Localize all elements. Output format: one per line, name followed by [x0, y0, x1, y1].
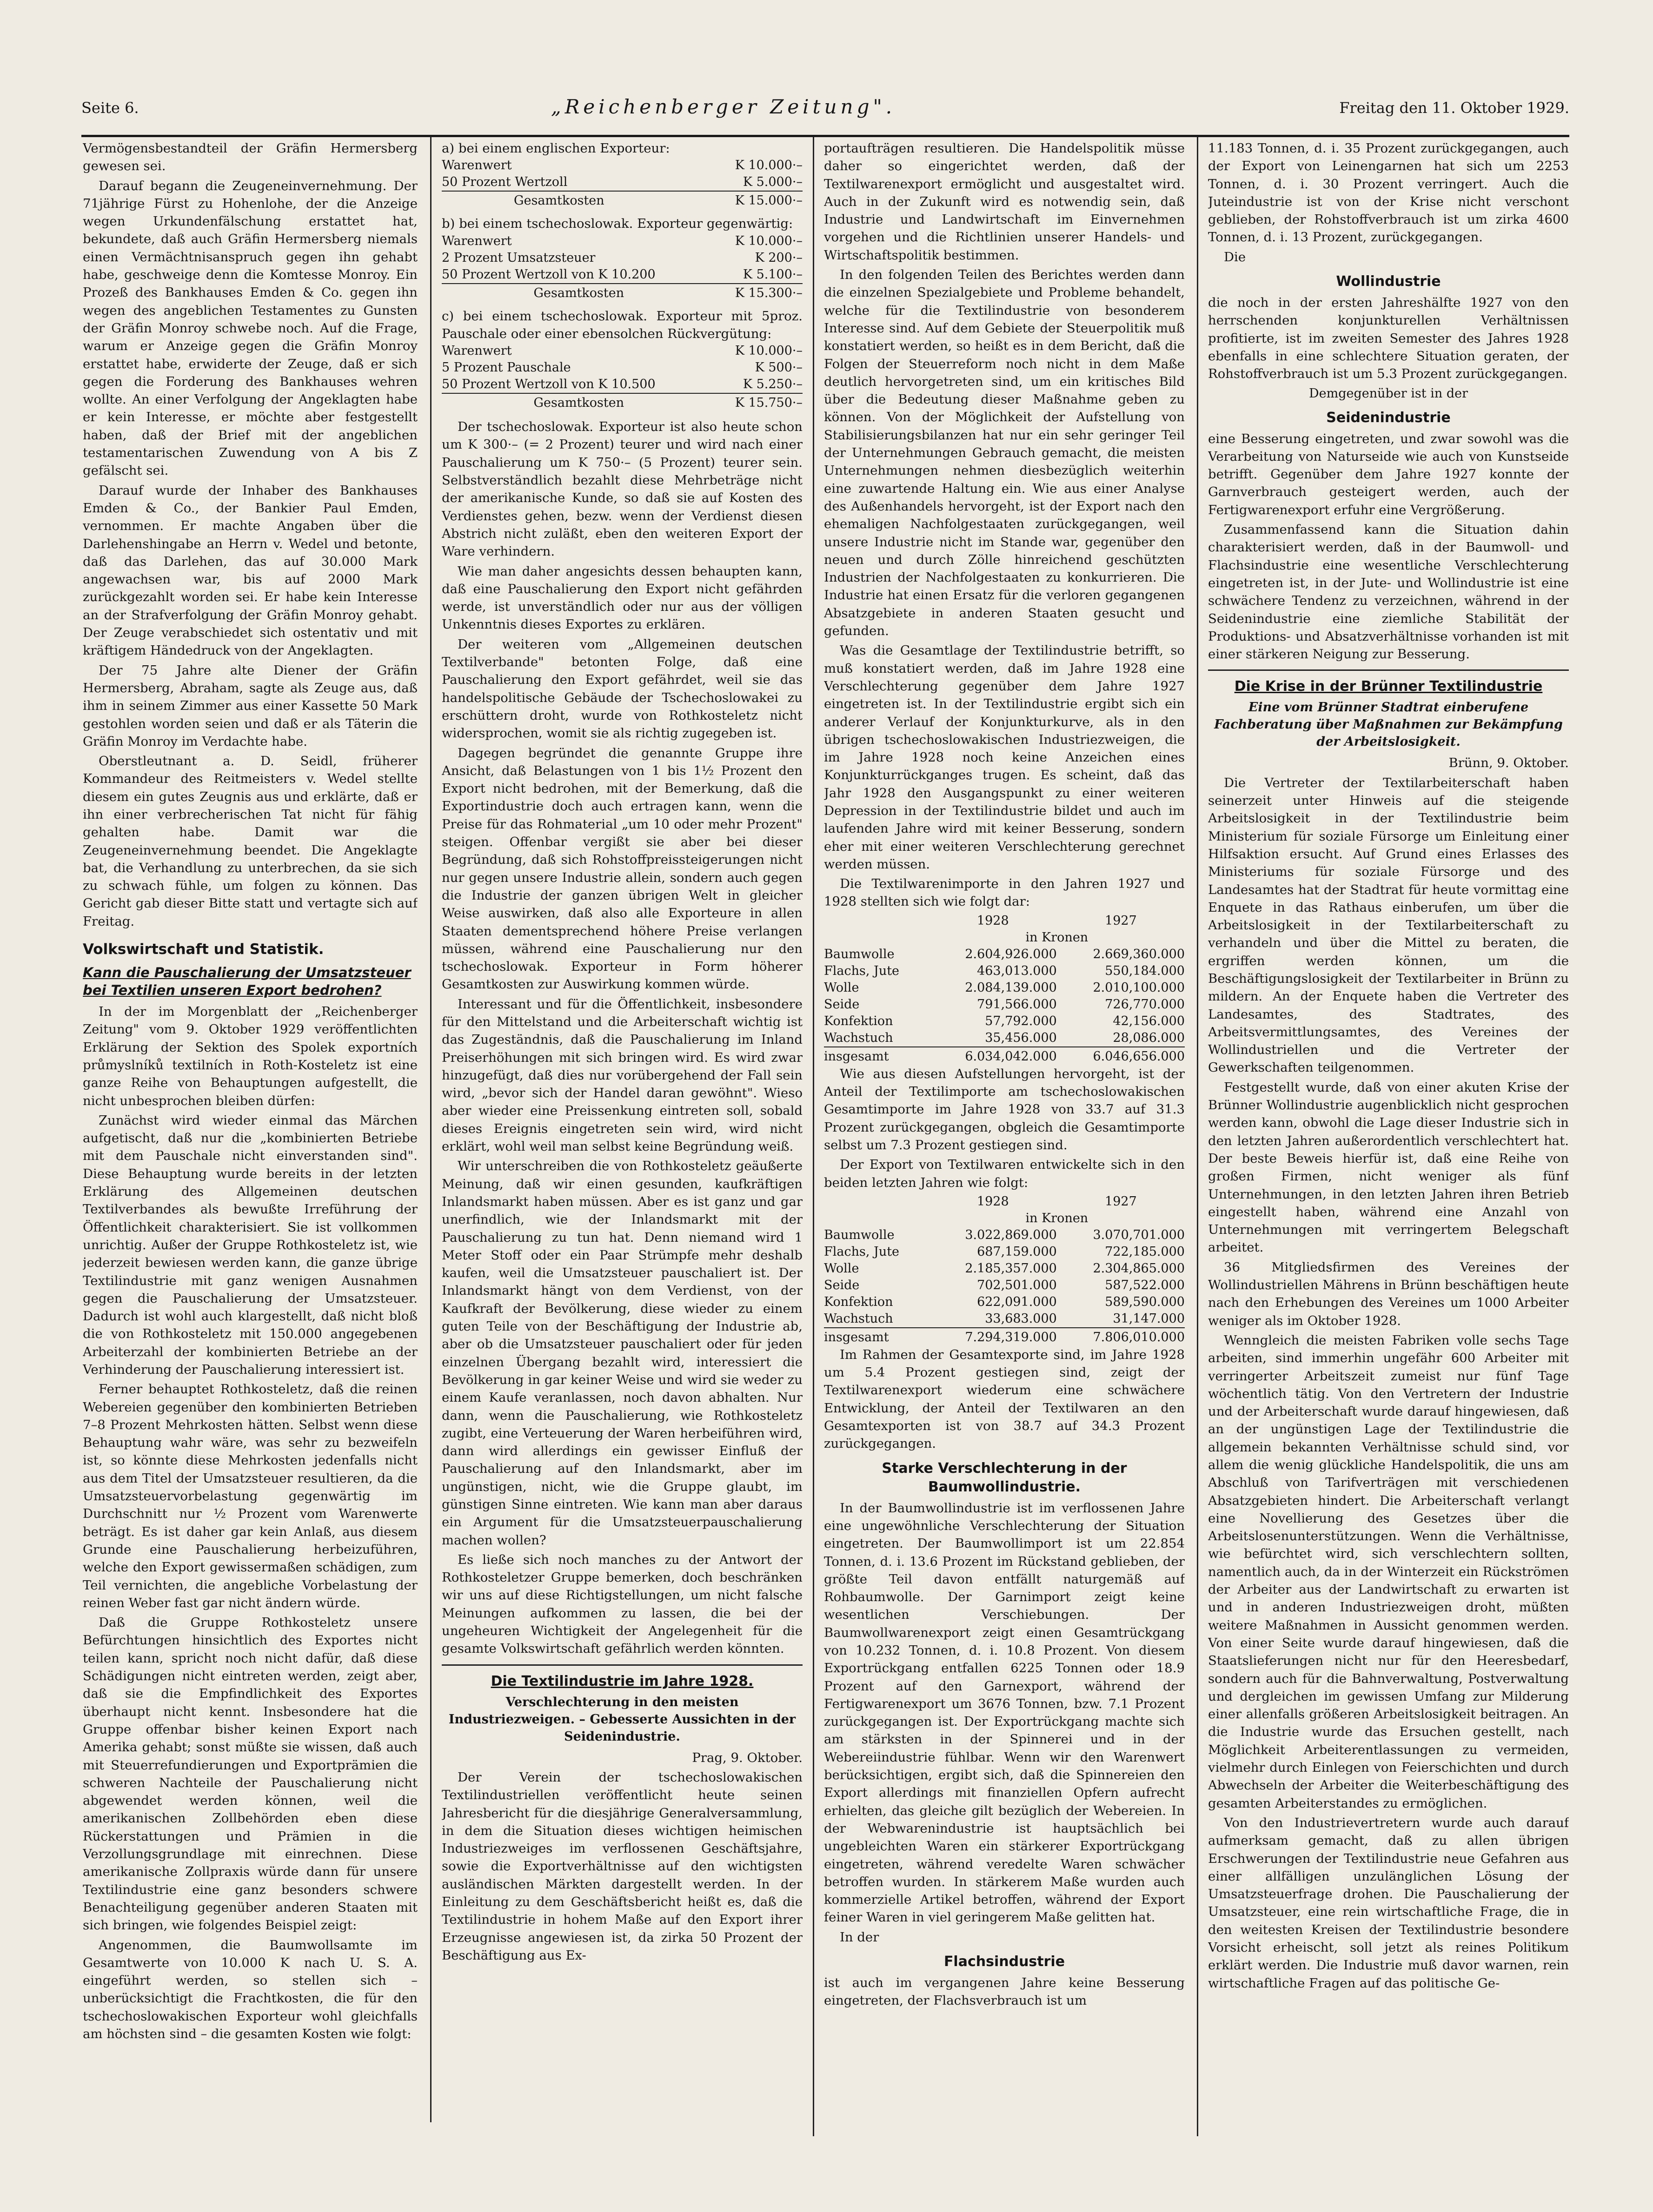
cost-value: K 10.000·– — [735, 158, 803, 173]
table-row — [824, 1030, 1185, 1047]
column-3 — [824, 139, 1185, 2134]
column-rule — [813, 137, 814, 2136]
cost-label: 5 Prozent Pauschale — [442, 360, 571, 375]
cell-1928: 35,456.000 — [985, 1030, 1057, 1045]
cost-value: K 5.250·– — [743, 377, 803, 392]
header-rule — [81, 135, 1569, 137]
table-row — [824, 1013, 1185, 1030]
table-row — [824, 1277, 1185, 1294]
cost-table — [442, 233, 803, 302]
article-paragraph: Darauf begann die Zeugeneinvernehmung. Der 71jährige Fürst zu Hohenlohe, der die Anzeige wegen Urkundenfälschung erstattet hat, bekundete, daß auch Gräfin Hermersberg niemals einen Vermächtnisanspruch gegen ihn gehabt habe, geschweige denn die Komtesse Monroy. Ein Prozeß des Bankhauses Emden & Co. gegen ihn wegen des angeblichen Testamentes zu Gunsten der Gräfin Monroy schwebe noch. Auf die Frage, warum er Anzeige gegen die Gräfin Monroy erstattet habe, erwiderte der Zeuge, daß er sich gegen die Forderung des Bankhauses wehren wollte. An einer Verfolgung der Angeklagten habe er kein Interesse, er möchte aber festgestellt haben, daß der Brief mit der angeblichen testamentarischen Zuwendung von A bis Z gefälscht sei. — [83, 178, 418, 478]
cost-value: K 5.100·– — [743, 267, 803, 282]
article-headline: Kann die Pauschalierung der Umsatzsteuer bei Textilien unseren Export bedrohen? — [83, 965, 411, 999]
cost-value: K 10.000·– — [735, 233, 803, 248]
dateline: Prag, 9. Oktober. — [692, 1750, 803, 1765]
article-paragraph: ist auch im vergangenen Jahre keine Besserung eingetreten, der Flachsverbrauch ist um — [824, 1975, 1185, 2008]
article-paragraph: Die Textilwarenimporte in den Jahren 1927 und 1928 stellten sich wie folgt dar: — [824, 876, 1185, 909]
column-rule — [430, 137, 432, 2122]
article-paragraph: Dagegen begründet die genannte Gruppe ihre Ansicht, daß Belastungen von 1 bis 1½ Prozent den Export nicht bedrohen, mit der Bemerkung, daß die Exportindustrie doch auch ertragen kann, wenn die Preise für das Rohmaterial „um 10 oder mehr Prozent" steigen. Offenbar vergißt sie aber bei dieser Begründung, daß sich Rohstoffpreissteigerungen nicht nur gegen unsere Industrie allein, sondern auch gegen die Industrie der ganzen übrigen Welt in gleicher Weise auswirken, daß also alle Exporteure in allen Staaten dementsprechend höhere Preise verlangen müssen, während eine Pauschalierung nur den tschechoslowak. Exporteur in Form höherer Gesamtkosten zur Auswirkung kommen würde. — [442, 745, 803, 992]
row-label: Konfektion — [824, 1294, 893, 1309]
row-label: Flachs, Jute — [824, 1244, 900, 1259]
cell-1928: 57,792.000 — [985, 1013, 1057, 1028]
cost-total-label: Gesamtkosten — [442, 284, 716, 302]
example-title: b) bei einem tschechoslowak. Exporteur gegenwärtig: — [442, 216, 793, 232]
subsection-title: Seidenindustrie — [1326, 409, 1451, 426]
cost-label: 50 Prozent Wertzoll von K 10.500 — [442, 377, 656, 392]
cost-total-value: K 15.750·– — [716, 393, 803, 411]
table-row — [824, 946, 1185, 963]
cost-table — [442, 157, 803, 209]
cell-1928: 2.084,139.000 — [965, 980, 1057, 995]
article-paragraph: 36 Mitgliedsfirmen des Vereines der Wollindustriellen Mährens in Brünn beschäftigen heute nach den Erhebungen des Vereines um 1000 Arbeiter weniger als im Oktober 1928. — [1208, 1259, 1569, 1328]
row-label: Baumwolle — [824, 947, 895, 961]
page-number: Seite 6. — [81, 99, 139, 117]
article-paragraph: Interessant und für die Öffentlichkeit, insbesondere für den Mittelstand und die Arbeiterschaft wichtig ist das Zugeständnis, daß die Pauschalierung im Inland Preiserhöhungen mit sich bringen wird. Es wird zwar hinzugefügt, daß dies nur vorübergehend der Fall sein wird, „bevor sich der Handel daran gewöhnt". Wieso aber wieder eine Preissenkung eintreten soll, sobald dieses Ereignis eingetreten sein wird, wird nicht erklärt, wohl weil man selbst keine Begründung weiß. — [442, 996, 803, 1154]
table-row — [824, 996, 1185, 1013]
cell-1927: 2.010,100.000 — [1093, 980, 1185, 995]
row-label: Wachstuch — [824, 1311, 893, 1326]
cost-label: 50 Prozent Wertzoll — [442, 175, 568, 190]
article-paragraph: Im Rahmen der Gesamtexporte sind, im Jahre 1928 um 5.4 Prozent gestiegen sind, zeigt der Textilwarenexport wiederum eine schwächere Entwicklung, der Anteil der Textilwaren an den Gesamtexporten ist von 38.7 auf 34.3 Prozent zurückgegangen. — [824, 1347, 1185, 1451]
cell-1927: 31,147.000 — [1113, 1311, 1185, 1326]
cost-total-value: K 15.300·– — [716, 284, 803, 302]
transition-line: Demgegenüber ist in der — [1309, 386, 1468, 401]
cell-1927: 722,185.000 — [1105, 1244, 1185, 1259]
article-paragraph: In der Baumwollindustrie ist im verflossenen Jahre eine ungewöhnliche Verschlechterung der Situation eingetreten. Der Baumwollimport ist um 22.854 Tonnen, d. i. 13.6 Prozent im Rückstand geblieben, der größte Teil davon entfällt naturgemäß auf Rohbaumwolle. Der Garnimport zeigt keine wesentlichen Verschiebungen. Der Baumwollwarenexport zeigt einen Gesamtrückgang von 10.232 Tonnen, d. i. 10.8 Prozent. Von diesem Exportrückgang entfallen 6225 Tonnen oder 18.9 Prozent auf den Garnexport, während der Fertigwarenexport um 3676 Tonnen, bzw. 7.1 Prozent zurückgegangen ist. Der Exportrückgang machte sich am stärksten in der Spinnerei und in der Webereiindustrie fühlbar. Wenn wir den Warenwert berücksichtigen, ergibt sich, daß die Spinnereien den Export allerdings mit finanziellen Opfern aufrecht erhielten, das gleiche gilt bezüglich der Webereien. In der Webwarenindustrie ist hauptsächlich bei ungebleichten Waren ein stärkerer Exportrückgang eingetreten, während veredelte Waren schwächer betroffen wurden. In stärkerem Maße wurden auch kommerzielle Artikel betroffen, während der Export feiner Waren in viel geringerem Maße gelitten hat. — [824, 1500, 1185, 1925]
cost-label: 2 Prozent Umsatzsteuer — [442, 250, 596, 265]
subsection-title: Starke Verschlechterung in der Baumwollindustrie. — [882, 1460, 1127, 1495]
exports-table — [824, 1193, 1185, 1346]
subsection-title: Flachsindustrie — [943, 1954, 1065, 1970]
article-paragraph: Der tschechoslowak. Exporteur ist also heute schon um K 300·– (= 2 Prozent) teurer und wird nach einer Pauschalierung um K 750·– (5 Prozent) teurer sein. Selbstverständlich bezahlt diese Mehrbeträge nicht der amerikanische Kunde, so daß sie auf Kosten des Verdienstes gehen, bezw. wenn der Verdienst diesen Abstrich nicht zuläßt, eben den weiteren Export der Ware verhindern. — [442, 419, 803, 559]
row-label: Seide — [824, 997, 860, 1012]
article-paragraph: Zunächst wird wieder einmal das Märchen aufgetischt, daß nur die „kombinierten Betriebe mit dem Pauschale nicht einverstanden sind". Diese Behauptung wurde bereits in der letzten Erklärung des Allgemeinen deutschen Textilverbandes als bewußte Irreführung der Öffentlichkeit charakterisiert. Sie ist vollkommen unrichtig. Außer der Gruppe Rothkosteletz ist, wie jederzeit bewiesen werden kann, die ganze übrige Textilindustrie mit ganz wenigen Ausnahmen gegen die Pauschalierung der Umsatzsteuer. Dadurch ist wohl auch klargestellt, daß nicht bloß die von Rothkosteletz mit 150.000 angegebenen Arbeiterzahl der kombinierten Betriebe an der Verhinderung der Pauschalierung interessiert ist. — [83, 1113, 418, 1377]
table-row — [824, 1311, 1185, 1328]
table-row — [824, 1227, 1185, 1244]
cell-1927: 589,590.000 — [1105, 1294, 1185, 1309]
row-label: Flachs, Jute — [824, 963, 900, 978]
cell-1927: 7.806,010.000 — [1057, 1328, 1185, 1346]
dateline: Brünn, 9. Oktober. — [1448, 755, 1569, 771]
issue-date: Freitag den 11. Oktober 1929. — [1339, 99, 1569, 117]
example-title: a) bei einem englischen Exporteur: — [442, 141, 670, 156]
year-header: 1927 — [1105, 1194, 1137, 1209]
cell-1927: 28,086.000 — [1113, 1030, 1185, 1045]
cell-1927: 2.669,360.000 — [1093, 947, 1185, 961]
unit-label: in Kronen — [1025, 930, 1089, 945]
row-label: Baumwolle — [824, 1227, 895, 1242]
table-total-row — [824, 1328, 1185, 1346]
article-headline: Die Textilindustrie im Jahre 1928. — [491, 1673, 754, 1689]
article-paragraph: Daß die Gruppe Rothkosteletz unsere Befürchtungen hinsichtlich des Exportes nicht teilen kann, spricht noch nicht dafür, daß diese Schädigungen nicht eintreten werden, zeigt aber, daß sie die Empfindlichkeit des Exportes überhaupt nicht kennt. Insbesondere hat die Gruppe offenbar bisher keinen Export nach Amerika gehabt; sonst müßte sie wissen, daß auch mit Steuerrefundierungen und Exportprämien die schweren Nachteile der Pauschalierung nicht abgewendet werden können, weil die amerikanischen Zollbehörden eben diese Rückerstattungen und Prämien in die Verzollungsgrundlage mit einrechnen. Diese amerikanische Zollpraxis würde dann für unsere Textilindustrie eine ganz besonders schwere Benachteiligung gegenüber anderen Staaten mit sich bringen, wie folgendes Beispiel zeigt: — [83, 1615, 418, 1933]
article-paragraph: Wie aus diesen Aufstellungen hervorgeht, ist der Anteil der Textilimporte am tschechoslowakischen Gesamtimporte im Jahre 1928 von 33.7 auf 31.3 Prozent zurückgegangen, obgleich die Gesamtimporte selbst um 7.3 Prozent gestiegen sind. — [824, 1066, 1185, 1152]
article-paragraph: Wie man daher angesichts dessen behaupten kann, daß eine Pauschalierung den Export nicht gefährden werde, ist unverständlich oder nur aus der völligen Unkenntnis dieses Exportes zu erklären. — [442, 563, 803, 632]
row-label: Wolle — [824, 1261, 859, 1276]
cell-1927: 42,156.000 — [1113, 1013, 1185, 1028]
row-label: insgesamt — [824, 1047, 929, 1065]
article-paragraph: portaufträgen resultieren. Die Handelspolitik müsse daher so eingerichtet werden, daß der Textilwarenexport ermöglicht und ausgestaltet wird. Auch in der Zukunft wird es notwendig sein, daß Industrie und Landwirtschaft im Einvernehmen vorgehen und die Richtlinien unserer Handels- und Wirtschaftspolitik bestimmen. — [824, 141, 1185, 263]
article-paragraph: 11.183 Tonnen, d. i. 35 Prozent zurückgegangen, auch der Export von Leinengarnen hat sich um 2253 Tonnen, d. i. 30 Prozent verringert. Auch die Juteindustrie ist von der Krise nicht verschont geblieben, der Rohstoffverbrauch ist um zirka 4600 Tonnen, d. i. 13 Prozent, zurückgegangen. — [1208, 141, 1569, 245]
section-title: Volkswirtschaft und Statistik. — [83, 941, 324, 958]
row-label: Seide — [824, 1278, 860, 1292]
article-paragraph: In der im Morgenblatt der „Reichenberger Zeitung" vom 9. Oktober 1929 veröffentlichten Erklärung der Sektion des Spolek exportních průmyslníků textilních in Roth-Kosteletz ist eine ganze Reihe von Behauptungen aufgestellt, die nicht unbesprochen bleiben dürfen: — [83, 1004, 418, 1108]
subsection-title: Wollindustrie — [1336, 273, 1441, 290]
cell-1927: 3.070,701.000 — [1093, 1227, 1185, 1242]
year-header: 1927 — [1105, 913, 1137, 928]
section-rule — [1208, 669, 1569, 671]
section-rule — [442, 1664, 803, 1666]
cell-1928: 687,159.000 — [977, 1244, 1057, 1259]
cost-value: K 200·– — [755, 250, 803, 265]
article-paragraph: Von den Industrievertretern wurde auch darauf aufmerksam gemacht, daß zu allen übrigen Erschwerungen der Textilindustrie neue Gefahren aus einer allfälligen unzulänglichen Lösung der Umsatzsteuerfrage drohen. Die Pauschalierung der Umsatzsteuer, eine rein wirtschaftliche Frage, die in den weitesten Kreisen der Textilindustrie besondere Vorsicht erheischt, soll jetzt als reines Politikum erklärt werden. Die Industrie muß davor warnen, rein wirtschaftliche Fragen auf das politische Ge- — [1208, 1815, 1569, 1991]
unit-label: in Kronen — [1025, 1211, 1089, 1225]
cost-label: Warenwert — [442, 344, 512, 358]
cell-1928: 33,683.000 — [985, 1311, 1057, 1326]
article-paragraph: In den folgenden Teilen des Berichtes werden dann die einzelnen Spezialgebiete und Probleme behandelt, welche für die Textilindustrie von besonderem Interesse sind. Auf dem Gebiete der Steuerpolitik muß konstatiert werden, so heißt es in dem Bericht, daß die Folgen der Steuerreform noch nicht in dem Maße deutlich hervorgetreten sind, um ein kritisches Bild über die Bedeutung dieser Maßnahme geben zu können. Von der Möglichkeit der Aufstellung von Stabilisierungsbilanzen hat nur ein sehr geringer Teil der Unternehmungen Gebrauch gemacht, die meisten Unternehmungen nehmen diesbezüglich weiterhin eine zuwartende Haltung ein. Wie aus einer Analyse des Außenhandels hervorgeht, ist der Export nach den ehemaligen Nachfolgestaaten zurückgegangen, weil unsere Industrie nicht im Stande war, gegenüber den neuen und durch Zölle hinreichend geschützten Industrien der Nachfolgestaaten zu konkurrieren. Die Industrie hat einen Ersatz für die verloren gegangenen Absatzgebiete in anderen Staaten gesucht und gefunden. — [824, 267, 1185, 639]
cell-1928: 622,091.000 — [977, 1294, 1057, 1309]
article-paragraph: Der Verein der tschechoslowakischen Textilindustriellen veröffentlicht heute seinen Jahresbericht für die diesjährige Generalversammlung, in dem die Situation dieses wichtigen heimischen Industriezweiges im verflossenen Geschäftsjahre, sowie die Exportverhältnisse auf den wichtigsten ausländischen Märkten dargestellt werden. In der Einleitung zu dem Geschäftsbericht heißt es, daß die Textilindustrie in hohem Maße auf den Export ihrer Erzeugnisse angewiesen ist, da zirka 50 Prozent der Beschäftigung aus Ex- — [442, 1769, 803, 1963]
article-paragraph: Darauf wurde der Inhaber des Bankhauses Emden & Co., der Bankier Paul Emden, vernommen. Er machte Angaben über die Darlehenshingabe an Herrn v. Wedel und betonte, daß das Darlehen, das auf 30.000 Mark angewachsen war, bis auf 2000 Mark zurückgezahlt worden sei. Er habe kein Interesse an der Strafverfolgung der Gräfin Monroy gehabt. Der Zeuge verabschiedet sich ostentativ und mit kräftigem Händedruck von der Angeklagten. — [83, 483, 418, 658]
table-row — [824, 1244, 1185, 1260]
article-headline: Die Krise in der Brünner Textilindustrie — [1234, 678, 1543, 695]
article-paragraph: die noch in der ersten Jahreshälfte 1927 von den herrschenden konjunkturellen Verhältnissen profitierte, ist im zweiten Semester des Jahres 1928 ebenfalls in eine schlechtere Situation geraten, der Rohstoffverbrauch ist um 5.3 Prozent zurückgegangen. — [1208, 295, 1569, 382]
article-subheadline: Verschlechterung in den meisten Industriezweigen. – Gebesserte Aussichten in der Seidenindustrie. — [448, 1695, 796, 1744]
year-header: 1928 — [976, 913, 1009, 928]
cell-1928: 2.185,357.000 — [965, 1261, 1057, 1276]
article-paragraph: Festgestellt wurde, daß von einer akuten Krise der Brünner Wollindustrie augenblicklich nicht gesprochen werden kann, obwohl die Lage dieser Industrie sich in den letzten Jahren außerordentlich verschlechtert hat. Der beste Beweis hierfür ist, daß eine Reihe von großen Firmen, nicht weniger als fünf Unternehmungen, in den letzten Jahren ihren Betrieb eingestellt haben, während eine Anzahl von Unternehmungen mit verringertem Belegschaft arbeitet. — [1208, 1080, 1569, 1255]
cell-1927: 2.304,865.000 — [1093, 1261, 1185, 1276]
row-label: Konfektion — [824, 1013, 893, 1028]
cell-1927: 6.046,656.000 — [1057, 1047, 1185, 1065]
cost-value: K 500·– — [755, 360, 803, 375]
cost-total-value: K 15.000·– — [677, 191, 803, 209]
article-paragraph: Der weiteren vom „Allgemeinen deutschen Textilverbande" betonten Folge, daß eine Pauschalierung den Export gefährdet, weil sie das handelspolitische Gebäude der Tschechoslowakei zu erschüttern droht, wurde von Rothkosteletz nicht widersprochen, womit sie als richtig zugegeben ist. — [442, 636, 803, 741]
column-rule — [1197, 137, 1198, 2136]
cell-1928: 791,566.000 — [977, 997, 1057, 1012]
article-paragraph: Wir unterschreiben die von Rothkosteletz geäußerte Meinung, daß wir einen gesunden, kaufkräftigen Inlandsmarkt haben müssen. Aber es ist ganz und gar unerfindlich, wie der Inlandsmarkt mit der Pauschalierung zu tun hat. Denn niemand wird 1 Meter Stoff oder ein Paar Strümpfe mehr deshalb kaufen, weil die Umsatzsteuer pauschaliert ist. Der Inlandsmarkt hängt von dem Verdienst, von der Kaufkraft der Bevölkerung, diese wieder zu einem guten Teile von der Beschäftigung der Industrie ab, aber ob die Umsatzsteuer pauschaliert oder für jeden einzelnen Übergang bezahlt wird, interessiert die Bevölkerung in gar keiner Weise und wird sie weder zu einem Kaufe veranlassen, noch davon abhalten. Nur dann, wenn die Pauschalierung, wie Rothkosteletz zugibt, eine Verteuerung der Waren herbeiführen wird, dann wird allerdings ein gewisser Einfluß der Pauschalierung auf den Inlandsmarkt, aber im ungünstigen, nicht, wie die Gruppe glaubt, im günstigen Sinne eintreten. Wie kann man aber daraus ein Argument für die Umsatzsteuerpauschalierung machen wollen? — [442, 1159, 803, 1548]
article-subheadline: Eine vom Brünner Stadtrat einberufene Fachberatung über Maßnahmen zur Bekämpfung der Arbeitslosigkeit. — [1214, 700, 1563, 749]
cost-total-label: Gesamtkosten — [442, 393, 716, 411]
table-total-row — [824, 1047, 1185, 1065]
column-1 — [83, 139, 418, 2125]
page-header — [81, 95, 1569, 128]
example-title: c) bei einem tschechoslowak. Exporteur mit 5proz. Pauschale oder einer ebensolchen Rückvergütung: — [442, 308, 803, 341]
table-row — [824, 963, 1185, 980]
article-paragraph: Ferner behauptet Rothkosteletz, daß die reinen Webereien gegenüber den kombinierten Betrieben 7–8 Prozent Mehrkosten hätten. Selbst wenn diese Behauptung wahr wäre, was sehr zu bezweifeln ist, so könnte diese Mehrkosten jedenfalls nicht aus dem Titel der Umsatzsteuer resultieren, da die Umsatzsteuervorbelastung gegenwärtig im Durchschnitt nur ½ Prozent vom Warenwerte beträgt. Es ist daher gar kein Anlaß, aus diesem Grunde eine Pauschalierung herbeizuführen, welche den Export gewissermaßen schädigen, zum Teil vernichten, die angebliche Vorbelastung der reinen Weber fast gar nicht ändern würde. — [83, 1382, 418, 1610]
article-paragraph: Angenommen, die Baumwollsamte im Gesamtwerte von 10.000 K nach U. S. A. eingeführt werden, so stellen sich – unberücksichtigt die Frachtkosten, die für den tschechoslowakischen Exporteur wohl gleichfalls am höchsten sind – die gesamten Kosten wie folgt: — [83, 1937, 418, 2041]
year-header: 1928 — [976, 1194, 1009, 1209]
article-paragraph: Wenngleich die meisten Fabriken volle sechs Tage arbeiten, sind immerhin ungefähr 600 Arbeiter mit verringerter Arbeitszeit zumeist nur fünf Tage wöchentlich tätig. Von den Vertretern der Industrie und der Arbeiterschaft wurde darauf hingewiesen, daß an der ungünstigen Lage der Textilindustrie die allgemein bekannten Verhältnisse schuld sind, vor allem die wenig glückliche Handelspolitik, die uns am Abschluß von Tarifverträgen mit verschiedenen Absatzgebieten hindert. Die Arbeiterschaft verlangt eine Novellierung des Gesetzes über die Arbeitslosenunterstützungen. Wenn die Verhältnisse, wie befürchtet wird, sich verschlechtern sollten, namentlich auch, da in der Winterzeit ein Rückströmen der Arbeiter aus der Landwirtschaft zu erwarten ist und in anderen Industriezweigen droht, müßten weitere Maßnahmen in Aussicht genommen werden. Von einer Seite wurde darauf hingewiesen, daß die Staatslieferungen nicht nur für den Heeresbedarf, sondern auch für die Bahnverwaltung, Postverwaltung und dergleichen im gewissen Umfang zur Milderung einer allenfalls größeren Arbeitslosigkeit beitragen. An die Industrie wurde das Ersuchen gestellt, nach Möglichkeit Arbeiterentlassungen zu vermeiden, vielmehr durch Einlegen von Feierschichten und durch Abwechseln der Arbeiter die Weiterbeschäftigung des gesamten Arbeiterstandes zu ermöglichen. — [1208, 1332, 1569, 1811]
cell-1928: 6.034,042.000 — [929, 1047, 1057, 1065]
cost-total-label: Gesamtkosten — [442, 191, 677, 209]
cell-1927: 587,522.000 — [1105, 1278, 1185, 1292]
table-row — [824, 1294, 1185, 1311]
cell-1928: 702,501.000 — [977, 1278, 1057, 1292]
article-paragraph: Die — [1224, 249, 1246, 265]
article-paragraph: eine Besserung eingetreten, und zwar sowohl was die Verarbeitung von Naturseide wie auch von Kunstseide betrifft. Gegenüber dem Jahre 1927 konnte der Garnverbrauch gesteigert werden, auch der Fertigwarenexport erfuhr eine Vergrößerung. — [1208, 431, 1569, 517]
table-row — [824, 1260, 1185, 1277]
row-label: Wolle — [824, 980, 859, 995]
masthead: „Reichenberger Zeitung". — [551, 95, 896, 118]
cost-value: K 10.000·– — [735, 344, 803, 358]
cell-1928: 463,013.000 — [977, 963, 1057, 978]
article-paragraph: Oberstleutnant a. D. Seidl, früherer Kommandeur des Reitmeisters v. Wedel stellte diesem ein gutes Zeugnis aus und erklärte, daß er ihn einer verbrecherischen Tat nicht für fähig gehalten habe. Damit war die Zeugeneinvernehmung beendet. Die Angeklagte bat, die Verhandlung zu unterbrechen, da sie sich zu schwach fühle, um folgen zu können. Das Gericht gab dieser Bitte statt und vertagte sich auf Freitag. — [83, 754, 418, 929]
imports-table — [824, 913, 1185, 1065]
article-paragraph: Vermögensbestandteil der Gräfin Hermersberg gewesen sei. — [83, 141, 418, 174]
cell-1928: 3.022,869.000 — [965, 1227, 1057, 1242]
article-paragraph: Es ließe sich noch manches zu der Antwort der Rothkosteletzer Gruppe bemerken, doch beschränken wir uns auf diese Richtigstellungen, um nicht falsche Meinungen aufkommen zu lassen, die bei der ungeheuren Wichtigkeit der Angelegenheit für die gesamte Volkswirtschaft gefährlich werden könnten. — [442, 1552, 803, 1656]
cost-label: 50 Prozent Wertzoll von K 10.200 — [442, 267, 656, 282]
cost-label: Warenwert — [442, 233, 512, 248]
article-paragraph: Zusammenfassend kann die Situation dahin charakterisiert werden, daß in der Baumwoll- und Flachsindustrie eine wesentliche Verschlechterung eingetreten ist, in der Jute- und Wollindustrie ist eine schwächere Tendenz zu verzeichnen, während in der Seidenindustrie eine ziemliche Stabilität der Produktions- und Absatzverhältnisse vorhanden ist mit einer stärkeren Neigung zur Besserung. — [1208, 522, 1569, 662]
row-label: Wachstuch — [824, 1030, 893, 1045]
column-2 — [442, 139, 803, 2129]
row-label: insgesamt — [824, 1328, 929, 1346]
cost-label: Warenwert — [442, 158, 512, 173]
cell-1928: 7.294,319.000 — [929, 1328, 1057, 1346]
article-paragraph: In der — [840, 1929, 879, 1945]
article-paragraph: Die Vertreter der Textilarbeiterschaft haben seinerzeit unter Hinweis auf die steigende Arbeitslosigkeit in der Textilindustrie beim Ministerium für soziale Fürsorge um Einleitung einer Hilfsaktion ersucht. Auf Grund eines Erlasses des Ministeriums für soziale Fürsorge und des Landesamtes hat der Stadtrat für heute vormittag eine Enquete in das Rathaus einberufen, um über die Arbeitslosigkeit in der Textilarbeiterschaft zu verhandeln und über die Mittel zu beraten, die ergriffen werden können, um die Beschäftigungslosigkeit der Textilarbeiter in Brünn zu mildern. An der Enquete haben die Vertreter des Landesamtes, des Stadtrates, des Arbeitsvermittlungsamtes, des Vereines der Wollindustriellen und die Vertreter der Gewerkschaften teilgenommen. — [1208, 775, 1569, 1075]
cost-table — [442, 343, 803, 411]
cell-1928: 2.604,926.000 — [965, 947, 1057, 961]
article-paragraph: Der Export von Textilwaren entwickelte sich in den beiden letzten Jahren wie folgt: — [824, 1157, 1185, 1190]
cell-1927: 550,184.000 — [1105, 963, 1185, 978]
article-paragraph: Der 75 Jahre alte Diener der Gräfin Hermersberg, Abraham, sagte als Zeuge aus, daß ihm in seinem Zimmer aus einer Kassette 50 Mark gestohlen worden seien und daß er als Täterin die Gräfin Monroy im Verdachte habe. — [83, 662, 418, 749]
article-paragraph: Was die Gesamtlage der Textilindustrie betrifft, so muß konstatiert werden, daß im Jahre 1928 eine Verschlechterung gegenüber dem Jahre 1927 eingetreten ist. In der Textilindustrie ergibt sich ein anderer Verlauf der Konjunkturkurve, als in den übrigen tschechoslowakischen Industriezweigen, die im Jahre 1928 noch keine Anzeichen eines Konjunkturrückganges trugen. Es scheint, daß das Jahr 1928 den Ausgangspunkt zu einer weiteren Depression in der Textilindustrie bildet und auch im laufenden Jahre wird mit keiner Besserung, sondern eher mit einer weiteren Verschlechterung gerechnet werden müssen. — [824, 643, 1185, 872]
column-4 — [1208, 139, 1569, 2134]
cost-value: K 5.000·– — [743, 175, 803, 190]
cell-1927: 726,770.000 — [1105, 997, 1185, 1012]
table-row — [824, 980, 1185, 996]
